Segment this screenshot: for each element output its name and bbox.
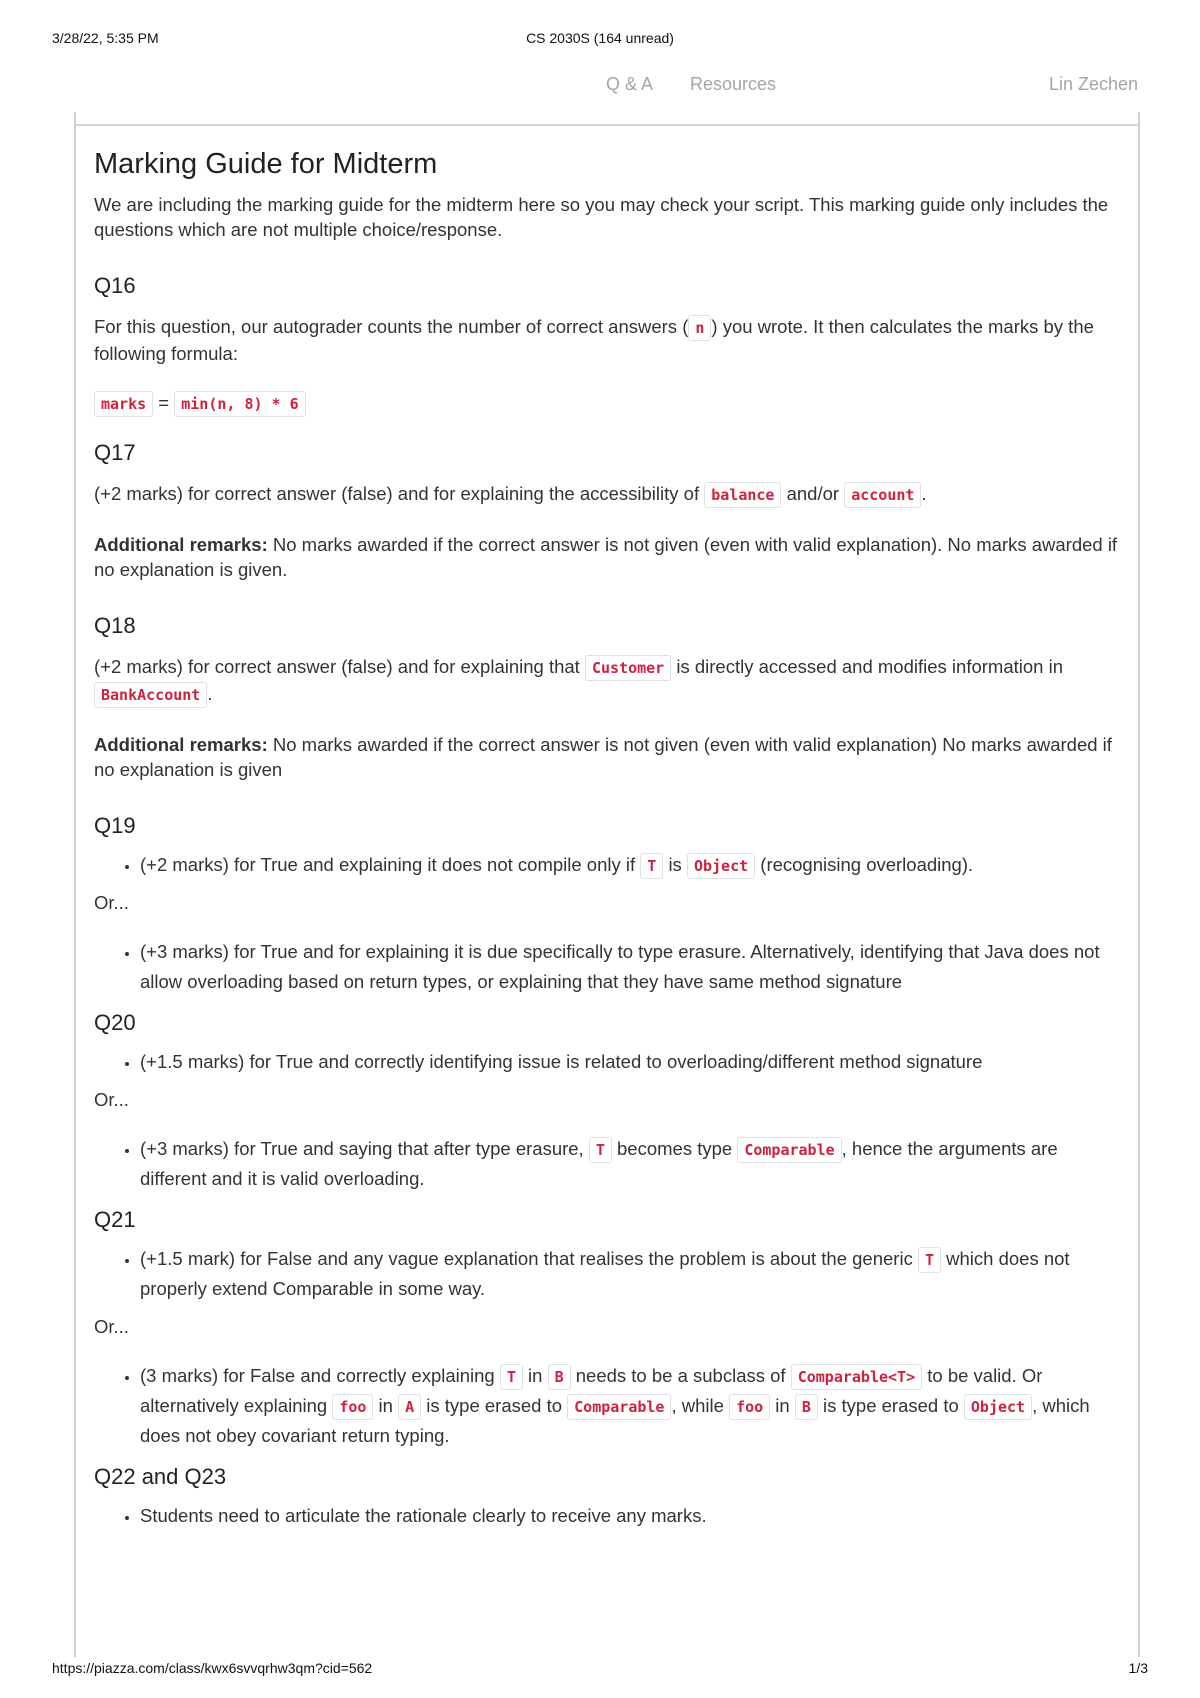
q22-list xyxy=(94,1501,1124,1531)
code-balance: balance xyxy=(704,482,781,508)
code-a: A xyxy=(398,1394,421,1420)
nav-resources-link[interactable]: Resources xyxy=(690,74,777,94)
post-card-divider xyxy=(74,124,1140,126)
print-date: 3/28/22, 5:35 PM xyxy=(52,30,159,46)
list-item: • (+1.5 marks) for True and correctly identifying issue is related to overloading/different method signature xyxy=(140,1047,1124,1077)
code-comparable-t: Comparable<T> xyxy=(791,1364,922,1390)
print-header xyxy=(52,30,1148,50)
print-url: https://piazza.com/class/kwx6svvqrhw3qm?cid=562 xyxy=(52,1660,373,1676)
q20-heading: Q20 xyxy=(94,1010,136,1035)
q20-list-1 xyxy=(94,1047,1124,1077)
q19-list-2 xyxy=(94,937,1124,997)
q21-or: Or... xyxy=(94,1316,129,1337)
code-comparable: Comparable xyxy=(737,1137,841,1163)
q22-heading: Q22 and Q23 xyxy=(94,1464,227,1489)
code-bankaccount: BankAccount xyxy=(94,682,207,708)
q21-heading: Q21 xyxy=(94,1207,136,1232)
print-page-number: 1/3 xyxy=(1128,1660,1148,1676)
q19-heading: Q19 xyxy=(94,813,136,838)
q17-remarks: Additional remarks: No marks awarded if the correct answer is not given (even with valid explanation). No marks awarded if no explanation is given. xyxy=(94,534,1118,580)
post-body xyxy=(94,146,1124,1531)
user-menu[interactable]: Lin Zechen xyxy=(1048,74,1138,94)
q17-heading: Q17 xyxy=(94,440,136,465)
code-t: T xyxy=(640,853,663,879)
list-item: • (+1.5 mark) for False and any vague explanation that realises the problem is about the generic T which does not properly extend Comparable in some way. xyxy=(140,1244,1124,1304)
q16-heading: Q16 xyxy=(94,273,136,298)
q18-text: (+2 marks) for correct answer (false) and for explaining that Customer is directly accessed and modifies information in BankAccount . xyxy=(94,654,1124,708)
q18-heading: Q18 xyxy=(94,613,136,638)
code-marks: marks xyxy=(94,391,153,417)
q20-list-2 xyxy=(94,1134,1124,1194)
code-t: T xyxy=(918,1247,941,1273)
code-comparable: Comparable xyxy=(567,1394,671,1420)
list-item: • (3 marks) for False and correctly explaining T in B needs to be a subclass of Comparable<T> to be valid. Or alternatively explaining foo in A is type erased to Comparable , while foo in B is type erased to Object , which does not obey covariant return typing. xyxy=(140,1361,1124,1451)
top-nav xyxy=(0,74,1200,100)
code-t: T xyxy=(589,1137,612,1163)
code-n: n xyxy=(688,315,711,341)
code-foo: foo xyxy=(332,1394,373,1420)
q16-formula: marks = min(n, 8) * 6 xyxy=(94,390,1124,417)
q17-text: (+2 marks) for correct answer (false) and for explaining the accessibility of balance and/or account . xyxy=(94,481,1124,508)
code-t: T xyxy=(500,1364,523,1390)
code-customer: Customer xyxy=(585,655,671,681)
code-account: account xyxy=(844,482,921,508)
nav-qa-link[interactable]: Q & A xyxy=(606,74,654,94)
post-intro: We are including the marking guide for the midterm here so you may check your script. This marking guide only includes the questions which are not multiple choice/response. xyxy=(94,194,1109,240)
list-item: • (+3 marks) for True and for explaining it is due specifically to type erasure. Alternatively, identifying that Java does not allow overloading based on return types, or explaining that they have same method signature xyxy=(140,937,1124,997)
post-title: Marking Guide for Midterm xyxy=(94,148,438,180)
list-item: • (+3 marks) for True and saying that after type erasure, T becomes type Comparable , hence the arguments are different and it is valid overloading. xyxy=(140,1134,1124,1194)
q21-list-1 xyxy=(94,1244,1124,1304)
code-object: Object xyxy=(964,1394,1032,1420)
q19-or: Or... xyxy=(94,892,129,913)
print-title: CS 2030S (164 unread) xyxy=(526,30,674,46)
code-object: Object xyxy=(687,853,755,879)
code-formula: min(n, 8) * 6 xyxy=(174,391,305,417)
code-b: B xyxy=(548,1364,571,1390)
q21-list-2 xyxy=(94,1361,1124,1451)
code-foo: foo xyxy=(729,1394,770,1420)
q20-or: Or... xyxy=(94,1089,129,1110)
list-item: • Students need to articulate the rationale clearly to receive any marks. xyxy=(140,1501,1124,1531)
q16-text: For this question, our autograder counts the number of correct answers ( n ) you wrote. It then calculates the marks by the following formula: xyxy=(94,316,1094,364)
q18-remarks: Additional remarks: No marks awarded if the correct answer is not given (even with valid explanation) No marks awarded if no explanation is given xyxy=(94,734,1112,780)
code-b: B xyxy=(795,1394,818,1420)
list-item: • (+2 marks) for True and explaining it does not compile only if T is Object (recognising overloading). xyxy=(140,850,1124,880)
q19-list-1 xyxy=(94,850,1124,880)
